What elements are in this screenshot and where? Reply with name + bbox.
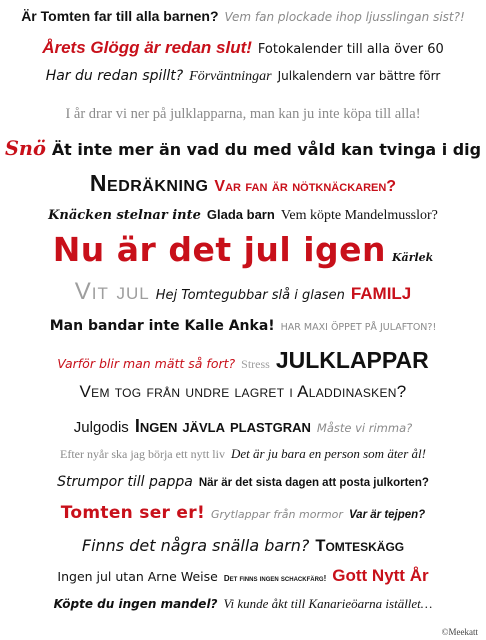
phrase: HAR MAXI ÖPPET PÅ JULAFTON?! (280, 322, 437, 333)
phrase: Julgodis (73, 419, 129, 436)
phrase: Snö (4, 137, 46, 160)
phrase-line-18 (0, 566, 486, 586)
phrase: Strumpor till pappa (57, 474, 193, 490)
credit-signature: ©Meekatt (441, 627, 478, 637)
phrase-line-3 (0, 68, 486, 85)
phrase: Ingen jävla plastgran (134, 416, 311, 436)
phrase-line-12 (0, 382, 486, 402)
phrase-line-16 (0, 503, 486, 523)
phrase-line-13 (0, 416, 486, 437)
phrase: I år drar vi ner på julklapparna, man kan ju inte köpa till alla! (65, 106, 421, 122)
phrase: FAMILJ (350, 284, 412, 303)
phrase-line-2 (0, 38, 486, 58)
phrase: Det finns ingen schackfärg! (223, 574, 327, 583)
phrase: Efter nyår ska jag börja ett nytt liv (60, 447, 225, 461)
phrase-line-4 (0, 106, 486, 123)
phrase: Tomteskägg (315, 537, 405, 555)
phrase: Köpte du ingen mandel? (53, 597, 218, 611)
phrase: Var är tejpen? (348, 509, 426, 521)
phrase: Kärlek (392, 251, 434, 264)
phrase: Stress (241, 357, 270, 371)
phrase: Man bandar inte Kalle Anka! (49, 318, 275, 334)
phrase: Gott Nytt År (332, 566, 429, 585)
phrase-line-1 (0, 8, 486, 24)
phrase-line-5 (0, 137, 486, 160)
phrase: Vi kunde åkt till Kanarieöarna istället… (223, 596, 433, 611)
phrase: Nu är det jul igen (52, 230, 386, 269)
phrase: Tomten ser er! (60, 503, 205, 523)
phrase: Hej Tomtegubbar slå i glasen (155, 288, 345, 303)
phrase: När är det sista dagen att posta julkorten? (198, 477, 429, 489)
phrase-line-7 (0, 207, 486, 224)
phrase: Fotokalender till alla över 60 (257, 42, 444, 57)
phrase: Måste vi rimma? (316, 421, 413, 435)
phrase: Grytlappar från mormor (211, 508, 343, 521)
phrase: Knäcken stelnar inte (48, 208, 201, 223)
phrase: Det är ju bara en person som äter ål! (230, 446, 426, 461)
phrase-line-9 (0, 278, 486, 306)
phrase-line-10 (0, 318, 486, 334)
phrase: Har du redan spillt? (45, 68, 184, 84)
phrase: Julkalendern var bättre förr (277, 69, 441, 83)
phrase: Ät inte mer än vad du med våld kan tvinga i dig (51, 140, 482, 159)
phrase: Varför blir man mätt så fort? (57, 356, 236, 371)
phrase: Finns det några snälla barn? (81, 536, 310, 555)
phrase-line-8 (0, 230, 486, 269)
phrase-line-14 (0, 446, 486, 462)
phrase: Vit jul (74, 278, 150, 305)
phrase: Vem tog från undre lagret i Aladdinasken? (79, 382, 407, 401)
phrase-line-6 (0, 170, 486, 197)
phrase-line-11 (0, 347, 486, 374)
phrase-line-17 (0, 536, 486, 556)
phrase-line-19 (0, 596, 486, 612)
phrase: JULKLAPPAR (275, 347, 429, 373)
phrase: Nedräkning (89, 170, 209, 196)
phrase: Är Tomten far till alla barnen? (21, 8, 219, 24)
phrase: Var fan är nötknäckaren? (214, 178, 397, 195)
phrase: Förväntningar (189, 69, 272, 84)
phrase: Glada barn (206, 207, 275, 222)
phrase: Ingen jul utan Arne Weise (57, 569, 218, 584)
phrase: Årets Glögg är redan slut! (42, 38, 252, 57)
phrase: Vem fan plockade ihop ljusslingan sist?! (224, 10, 465, 24)
phrase: Vem köpte Mandelmusslor? (280, 208, 438, 223)
phrase-line-15 (0, 474, 486, 490)
